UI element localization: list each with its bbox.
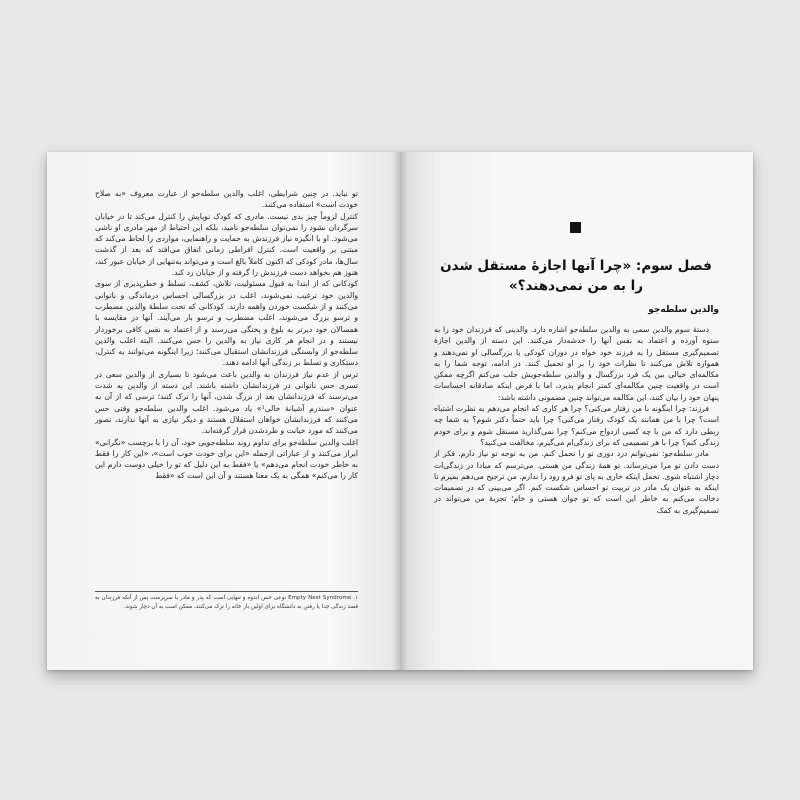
chapter-square-icon [570, 222, 581, 233]
right-page [400, 152, 753, 670]
left-paragraph: اغلب والدین سلطه‌جو برای تداوم روند سلطه‌جویی خود، آن را با برچسب «نگرانی» ابراز می‌کنند و از عباراتی ازجمله «این برای خودت خوب است»، «این کار را فقط به خاطر خودت انجام می‌دهم» یا «فقط به این دلیل که تو را خیلی دوست دارم این کار را می‌کنم» همگی به یک معنا هستند و آن این است که «فقط [95, 437, 358, 481]
footnote: ۱. Empty Nest Syndrome نوعی حس اندوه و تنهایی است که پدر و مادر یا سرپرست پس از آنکه فرزندان به قصد زندگی جدا یا رفتن به دانشگاه برای اولین بار خانه را ترک می‌کنند، ممکن است به آن دچار شوند. [95, 595, 359, 610]
right-page-body [434, 324, 719, 516]
chapter-title: فصل سوم: «چرا آنها اجازهٔ مستقل شدن را به من نمی‌دهند؟» [440, 258, 712, 294]
left-paragraph: ترس از عدم نیاز فرزندان به والدین باعث می‌شود تا بسیاری از والدین سعی در تسری حس ناتوانی در فرزندانشان داشته باشند. این دسته از والدین به شدت می‌ترسند که فرزندانشان بعد از بزرگ شدن، آنها را ترک کنند؛ ترسی که از آن به عنوان «سندرم آشیانهٔ خالی¹» یاد می‌شود. اغلب والدین سلطه‌جو وقتی حس می‌کنند که فرزندانشان خواهان استقلال هستند و دیگر نیازی به آنها ندارند، تصور می‌کنند که مورد خیانت و طردشدن قرار گرفته‌اند. [95, 369, 358, 436]
book-spread [47, 152, 753, 670]
left-paragraph: کودکانی که از ابتدا به قبول مسئولیت، تلاش، کشف، تسلط و خطرپذیری از سوی والدین خود ترغیب نمی‌شوند، اغلب در بزرگسالی احساس درماندگی و ناتوانی می‌کنند و از شکست خوردن واهمه دارند. کودکانی که تحت سلطهٔ والدین مضطرب و ترسو بزرگ می‌شوند، اغلب مضطرب و ترسو بار می‌آیند. آنها در مقایسه با همسالان خود دیرتر به بلوغ و پختگی می‌رسند و از اعتماد به نفس کافی برخوردار نیستند و در انجام هر کاری نیاز به والدین را حس می‌کنند. البته اغلب والدین سلطه‌جو از وابستگی فرزندانشان استقبال می‌کنند؛ زیرا اینگونه می‌توانند به کنترل، دستکاری و تسلط بر زندگی آنها ادامه دهند. [95, 279, 358, 368]
section-heading: والدین سلطه‌جو [648, 305, 719, 315]
footnote-divider [95, 591, 358, 592]
right-paragraph: دستهٔ سوم والدین سمی به والدین سلطه‌جو اشاره دارد. والدینی که فرزندان خود را به ستوه آورده و اعتماد به نفس آنها را خدشه‌دار می‌کنند. این دسته از والدین اجازهٔ تصمیم‌گیری مستقل را به فرزند خود خواه در دوران کودکی یا بزرگسالی او نمی‌دهند و همواره تلاش می‌کنند تا نظرات خود را بر او تحمیل کنند. در ادامه، توجه شما را به مکالمه‌ای خیالی بین یک فرد بزرگسال و والدین سلطه‌جویش جلب می‌کنم اگرچه ممکن است در واقعیت چنین مکالمه‌ای کمتر انجام پذیرد، اما با فرض اینکه صادقانه احساسات پنهان خود را بیان کنند، این مکالمه می‌تواند چنین مضمونی داشته باشد: [434, 325, 719, 402]
left-paragraph: تو نباید. در چنین شرایطی، اغلب والدین سلطه‌جو از عبارت معروف «به صلاح خودت است» استفاده می‌کنند. [95, 189, 358, 210]
right-paragraph: مادر سلطه‌جو: نمی‌توانم درد دوری تو را تحمل کنم. من به توجه تو نیاز دارم. فکر از دست دادن تو مرا می‌ترساند. تو همهٔ زندگی من هستی. می‌ترسم که مبادا در زندگی‌ات دچار اشتباه شوی. تحمل اینکه خاری به پای تو فرو رود را ندارم. من ترجیح می‌دهم بمیرم تا اینکه به عنوان یک مادر در تربیت تو احساس شکست کنم. اگر می‌بینی که در تصمیمات دخالت می‌کنم به خاطر این است که تو جوان هستی و خام؛ تجربهٔ من می‌تواند در تصمیم‌گیری به کمک [434, 449, 719, 515]
left-page [47, 152, 400, 670]
left-paragraph: کنترل لزوماً چیز بدی نیست. مادری که کودک نوپایش را کنترل می‌کند تا در خیابان سرگردان نشود را نمی‌توان سلطه‌جو نامید، بلکه این احتیاط از مهر مادری او ناشی می‌شود. او با انگیزه نیاز فرزندش به حمایت و راهنمایی، مواردی را لحاظ می‌کند که مبتنی بر واقعیت است. کنترل افراطی زمانی اتفاق می‌افتد که بعد از گذشت سال‌ها، مادر کودکی که اکنون کاملاً بالغ است و می‌تواند به‌تنهایی از خیابان عبور کند، هنوز هم بخواهد دست فرزندش را گرفته و از خیابان رد کند. [95, 211, 358, 278]
right-paragraph: فرزند: چرا اینگونه با من رفتار می‌کنی؟ چرا هر کاری که انجام می‌دهم به نظرت اشتباه است؟ چرا با من همانند یک کودک رفتار می‌کنی؟ چرا باید حتماً دکتر شوم؟ به شما چه ربطی دارد که من با چه کسی ازدواج می‌کنم؟ چرا نمی‌گذارید مستقل شوم و برای خودم زندگی کنم؟ چرا با هر تصمیمی که برای زندگی‌ام می‌گیرم، مخالفت می‌کنید؟ [434, 404, 719, 447]
left-page-body [95, 188, 358, 482]
